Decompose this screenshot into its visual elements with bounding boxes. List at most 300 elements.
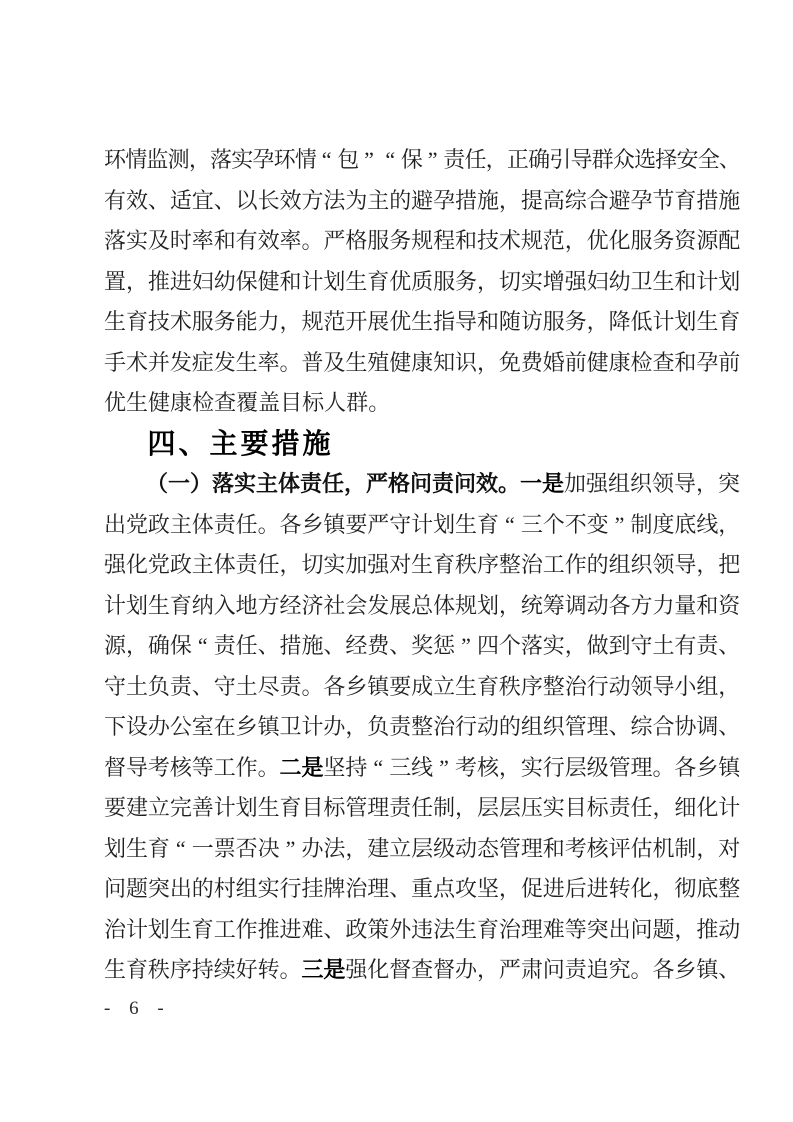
glyph: 理 xyxy=(520,916,543,942)
glyph: 措 xyxy=(455,187,478,213)
glyph: 效 xyxy=(257,228,280,253)
glyph: 确 xyxy=(147,633,170,658)
glyph: ， xyxy=(476,349,499,375)
glyph: 划 xyxy=(718,268,741,294)
glyph: 秩 xyxy=(455,552,478,577)
glyph: 乡 xyxy=(345,673,368,699)
glyph: 责 xyxy=(432,471,455,496)
glyph: 济 xyxy=(301,592,324,618)
glyph: 。 xyxy=(368,390,391,415)
glyph: 理 xyxy=(630,754,653,780)
glyph: 建 xyxy=(367,835,390,861)
glyph: 技 xyxy=(147,309,170,334)
glyph: 施 xyxy=(302,427,331,459)
glyph: 施 xyxy=(301,633,324,658)
glyph: 康 xyxy=(411,349,434,375)
body-line xyxy=(104,950,740,991)
glyph: 序 xyxy=(476,552,499,577)
glyph: 生 xyxy=(455,673,478,699)
glyph: 适 xyxy=(169,187,192,213)
glyph: 守 xyxy=(630,633,653,658)
glyph: 办 xyxy=(147,714,170,739)
glyph: 进 xyxy=(542,876,565,901)
glyph: 责 xyxy=(279,673,302,699)
glyph: 生 xyxy=(455,511,478,537)
glyph: 难 xyxy=(301,916,324,942)
glyph: 对 xyxy=(718,835,741,861)
glyph: 计 xyxy=(301,268,324,294)
glyph: 行 xyxy=(542,754,565,780)
glyph: 任 xyxy=(322,471,345,496)
glyph: 纳 xyxy=(191,592,214,618)
glyph: 效 xyxy=(476,471,499,496)
glyph: 责 xyxy=(169,673,192,699)
glyph: 作 xyxy=(564,552,587,577)
glyph: 实 xyxy=(520,754,543,780)
glyph: 孕 xyxy=(433,187,456,213)
glyph: 计 xyxy=(718,795,741,820)
glyph: 育 xyxy=(476,673,499,699)
glyph: 。 xyxy=(279,349,302,375)
glyph: 动 xyxy=(455,835,478,861)
glyph: 主 xyxy=(169,511,192,537)
glyph: 、 xyxy=(257,633,280,658)
glyph: 织 xyxy=(630,552,653,577)
glyph: 导 xyxy=(674,552,697,577)
body-line xyxy=(104,626,740,667)
glyph: 有 xyxy=(674,633,697,658)
glyph: 级 xyxy=(586,754,609,780)
glyph: “ xyxy=(385,147,396,172)
glyph: 置 xyxy=(104,268,127,294)
glyph: 是 xyxy=(323,957,346,982)
glyph: 降 xyxy=(608,309,631,334)
glyph: 序 xyxy=(169,957,192,982)
glyph: 理 xyxy=(586,714,609,739)
glyph: 突 xyxy=(586,916,609,942)
glyph: 核 xyxy=(586,835,609,861)
glyph: 划 xyxy=(125,592,148,618)
glyph: 、 xyxy=(191,673,214,699)
glyph: 外 xyxy=(389,916,412,942)
glyph: 避 xyxy=(608,187,631,213)
glyph: 理 xyxy=(367,795,390,820)
glyph: 层 xyxy=(498,795,521,820)
glyph: 孕 xyxy=(696,349,719,375)
glyph: 个 xyxy=(542,511,565,537)
glyph: 规 xyxy=(411,228,434,253)
glyph: 和 xyxy=(542,835,565,861)
glyph: 二 xyxy=(279,754,302,780)
glyph: 率 xyxy=(191,228,214,253)
glyph: 群 xyxy=(591,147,614,172)
glyph: 对 xyxy=(389,552,412,577)
glyph: 并 xyxy=(147,349,170,375)
glyph: 三 xyxy=(520,511,543,537)
glyph: 点 xyxy=(433,876,456,901)
glyph: 幼 xyxy=(608,268,631,294)
glyph: 实 xyxy=(125,228,148,253)
glyph: 责 xyxy=(564,957,587,982)
glyph: 经 xyxy=(345,633,368,658)
glyph: 引 xyxy=(549,147,572,172)
glyph: 票 xyxy=(213,835,236,861)
glyph: 费 xyxy=(367,633,390,658)
glyph: 违 xyxy=(411,916,434,942)
glyph: 实 xyxy=(231,147,254,172)
glyph: 等 xyxy=(191,754,214,780)
glyph: 善 xyxy=(191,795,214,820)
subsection-first-line xyxy=(104,464,740,505)
glyph: 立 xyxy=(389,835,412,861)
glyph: 出 xyxy=(104,511,127,537)
glyph: 导 xyxy=(455,309,478,334)
glyph: ， xyxy=(279,309,302,334)
glyph: 费 xyxy=(520,349,543,375)
glyph: 领 xyxy=(652,471,675,496)
glyph: 组 xyxy=(696,673,719,699)
glyph: 孕 xyxy=(630,187,653,213)
glyph: 作 xyxy=(235,754,258,780)
glyph: 牌 xyxy=(323,876,346,901)
glyph: 突 xyxy=(718,471,741,496)
glyph: 务 xyxy=(389,228,412,253)
glyph: 制 xyxy=(433,795,456,820)
glyph: 一 xyxy=(520,471,543,496)
glyph: 卫 xyxy=(630,268,653,294)
glyph: 生 xyxy=(257,795,280,820)
glyph: 划 xyxy=(323,268,346,294)
glyph: 展 xyxy=(389,592,412,618)
glyph: 务 xyxy=(455,268,478,294)
glyph: 、 xyxy=(323,633,346,658)
glyph: 计 xyxy=(104,592,127,618)
glyph: ， xyxy=(344,471,367,496)
glyph: 妇 xyxy=(586,268,609,294)
glyph: 发 xyxy=(213,349,236,375)
glyph: 综 xyxy=(630,714,653,739)
glyph: 育 xyxy=(147,835,170,861)
body-line xyxy=(104,302,740,343)
glyph: 随 xyxy=(498,309,521,334)
glyph: 责 xyxy=(608,795,631,820)
glyph: 标 xyxy=(323,795,346,820)
glyph: 健 xyxy=(586,349,609,375)
page-number: - 6 - xyxy=(104,998,171,1019)
glyph: 实 xyxy=(542,795,565,820)
glyph: 策 xyxy=(367,916,390,942)
glyph: 育 xyxy=(125,957,148,982)
glyph: 成 xyxy=(411,673,434,699)
glyph: 生 xyxy=(411,552,434,577)
glyph: 乡 xyxy=(235,714,258,739)
glyph: 实 xyxy=(520,268,543,294)
glyph: 生 xyxy=(345,268,368,294)
glyph: 访 xyxy=(520,309,543,334)
glyph: “ xyxy=(175,835,186,861)
glyph: 严 xyxy=(498,957,521,982)
glyph: 土 xyxy=(125,673,148,699)
glyph: 不 xyxy=(564,511,587,537)
glyph: 前 xyxy=(564,349,587,375)
glyph: 要 xyxy=(104,795,127,820)
glyph: 。 xyxy=(630,957,653,982)
body-line xyxy=(104,667,740,708)
glyph: 发 xyxy=(169,349,192,375)
glyph: 目 xyxy=(280,390,303,415)
body-line xyxy=(104,707,740,748)
body-line xyxy=(104,829,740,870)
glyph: 划 xyxy=(674,309,697,334)
glyph: ， xyxy=(674,916,697,942)
glyph: 公 xyxy=(169,714,192,739)
glyph: 体 xyxy=(278,471,301,496)
document-body xyxy=(104,140,740,991)
glyph: 惩 xyxy=(433,633,456,658)
glyph: 生 xyxy=(104,957,127,982)
glyph: 责 xyxy=(696,633,719,658)
glyph: 行 xyxy=(586,673,609,699)
glyph: 施 xyxy=(718,187,741,213)
glyph: 安 xyxy=(676,147,699,172)
glyph: 加 xyxy=(564,471,587,496)
glyph: 措 xyxy=(271,427,300,459)
glyph: ， xyxy=(455,795,478,820)
glyph: 态 xyxy=(476,835,499,861)
glyph: 下 xyxy=(104,714,127,739)
glyph: 生 xyxy=(104,309,127,334)
glyph: 是 xyxy=(301,754,324,780)
glyph: 立 xyxy=(433,673,456,699)
glyph: 法 xyxy=(433,916,456,942)
glyph: 各 xyxy=(652,957,675,982)
glyph: 有 xyxy=(104,187,127,213)
glyph: 查 xyxy=(411,957,434,982)
glyph: 婚 xyxy=(542,349,565,375)
glyph: 导 xyxy=(652,673,675,699)
glyph: 宜 xyxy=(191,187,214,213)
glyph: ， xyxy=(498,876,521,901)
glyph: 计 xyxy=(696,268,719,294)
glyph: 育 xyxy=(191,916,214,942)
glyph: 领 xyxy=(652,552,675,577)
glyph: 土 xyxy=(652,633,675,658)
glyph: 生 xyxy=(147,592,170,618)
glyph: 行 xyxy=(279,876,302,901)
glyph: 、 xyxy=(213,187,236,213)
glyph: 会 xyxy=(345,592,368,618)
glyph: 实 xyxy=(323,552,346,577)
glyph: ， xyxy=(345,714,368,739)
glyph: 转 xyxy=(608,876,631,901)
glyph: 。 xyxy=(279,957,302,982)
body-line xyxy=(104,869,740,910)
glyph: 整 xyxy=(411,714,434,739)
glyph: 强 xyxy=(367,552,390,577)
body-line xyxy=(104,221,740,262)
glyph: 及 xyxy=(147,228,170,253)
glyph: 考 xyxy=(564,835,587,861)
glyph: 导 xyxy=(674,471,697,496)
glyph: 督 xyxy=(389,957,412,982)
glyph: 土 xyxy=(235,673,258,699)
glyph: 层 xyxy=(476,795,499,820)
glyph: 主 xyxy=(191,552,214,577)
glyph: 理 xyxy=(520,835,543,861)
glyph: 管 xyxy=(608,754,631,780)
glyph: 责 xyxy=(213,633,236,658)
glyph: 严 xyxy=(323,228,346,253)
glyph: 负 xyxy=(147,673,170,699)
glyph: 组 xyxy=(608,471,631,496)
glyph: 及 xyxy=(323,349,346,375)
glyph: 育 xyxy=(279,795,302,820)
glyph: 细 xyxy=(674,795,697,820)
glyph: 办 xyxy=(301,835,324,861)
glyph: ， xyxy=(718,511,741,537)
glyph: 问 xyxy=(410,471,433,496)
glyph: 三 xyxy=(301,957,324,982)
glyph: 进 xyxy=(169,268,192,294)
glyph: 机 xyxy=(652,835,675,861)
glyph: 的 xyxy=(586,552,609,577)
glyph: 强 xyxy=(104,552,127,577)
glyph: 镇 xyxy=(367,673,390,699)
glyph: 入 xyxy=(213,592,236,618)
glyph: 责 xyxy=(213,511,236,537)
glyph: 康 xyxy=(608,349,631,375)
glyph: 织 xyxy=(542,714,565,739)
glyph: 术 xyxy=(125,349,148,375)
glyph: 计 xyxy=(652,309,675,334)
glyph: 落 xyxy=(212,471,235,496)
glyph: 体 xyxy=(433,592,456,618)
glyph: 手 xyxy=(104,349,127,375)
glyph: 领 xyxy=(630,673,653,699)
glyph: 续 xyxy=(213,957,236,982)
glyph: 层 xyxy=(411,835,434,861)
body-line xyxy=(104,383,740,424)
glyph: 一 xyxy=(168,471,191,496)
glyph: 线 xyxy=(696,511,719,537)
glyph: 计 xyxy=(125,916,148,942)
glyph: ， xyxy=(345,835,368,861)
body-line xyxy=(104,343,740,384)
glyph: 盖 xyxy=(258,390,281,415)
glyph: 到 xyxy=(608,633,631,658)
glyph: 增 xyxy=(542,268,565,294)
glyph: 和 xyxy=(279,268,302,294)
glyph: 追 xyxy=(586,957,609,982)
glyph: 节 xyxy=(652,187,675,213)
glyph: 能 xyxy=(235,309,258,334)
glyph: 环 xyxy=(104,147,127,172)
glyph: 治 xyxy=(498,916,521,942)
glyph: 党 xyxy=(147,552,170,577)
glyph: 、 xyxy=(147,187,170,213)
glyph: 变 xyxy=(586,511,609,537)
glyph: 育 xyxy=(476,511,499,537)
glyph: 挂 xyxy=(301,876,324,901)
glyph: 育 xyxy=(718,309,741,334)
glyph: 检 xyxy=(630,349,653,375)
glyph: 守 xyxy=(213,673,236,699)
glyph: 动 xyxy=(608,673,631,699)
glyph: 计 xyxy=(411,511,434,537)
glyph: 工 xyxy=(213,754,236,780)
glyph: 症 xyxy=(191,349,214,375)
glyph: 室 xyxy=(191,714,214,739)
glyph: 三 xyxy=(389,754,412,780)
glyph: 知 xyxy=(433,349,456,375)
glyph: 划 xyxy=(235,795,258,820)
glyph: 把 xyxy=(718,552,741,577)
glyph: 办 xyxy=(323,714,346,739)
glyph: 工 xyxy=(542,552,565,577)
glyph: 术 xyxy=(498,228,521,253)
glyph: 目 xyxy=(301,795,324,820)
glyph: 各 xyxy=(323,673,346,699)
glyph: 加 xyxy=(345,552,368,577)
glyph: 计 xyxy=(301,714,324,739)
glyph: 究 xyxy=(608,957,631,982)
glyph: 切 xyxy=(498,268,521,294)
glyph: ， xyxy=(586,309,609,334)
glyph: 务 xyxy=(213,309,236,334)
glyph: 层 xyxy=(564,754,587,780)
glyph: 要 xyxy=(240,427,269,459)
glyph: 秩 xyxy=(147,957,170,982)
glyph: 责 xyxy=(389,795,412,820)
glyph: 任 xyxy=(235,511,258,537)
glyph: 任 xyxy=(630,795,653,820)
glyph: 地 xyxy=(235,592,258,618)
glyph: 措 xyxy=(696,187,719,213)
glyph: 服 xyxy=(542,309,565,334)
glyph: 、 xyxy=(718,633,741,658)
glyph: 推 xyxy=(696,916,719,942)
glyph: 严 xyxy=(367,511,390,537)
glyph: 择 xyxy=(655,147,678,172)
glyph: 源 xyxy=(104,633,127,658)
glyph: 秩 xyxy=(498,673,521,699)
glyph: 个 xyxy=(498,633,521,658)
glyph: 。 xyxy=(257,754,280,780)
glyph: ） xyxy=(190,471,213,496)
glyph: 、 xyxy=(178,427,207,459)
glyph: 正 xyxy=(506,147,529,172)
glyph: 效 xyxy=(279,187,302,213)
glyph: 动 xyxy=(586,592,609,618)
glyph: 落 xyxy=(104,228,127,253)
glyph: （ xyxy=(146,471,169,496)
glyph: 评 xyxy=(608,835,631,861)
glyph: 保 xyxy=(169,633,192,658)
glyph: 识 xyxy=(455,349,478,375)
glyph: 群 xyxy=(346,390,369,415)
glyph: 出 xyxy=(608,916,631,942)
glyph: 统 xyxy=(520,592,543,618)
glyph: 、 xyxy=(389,876,412,901)
glyph: 查 xyxy=(652,349,675,375)
glyph: 人 xyxy=(324,390,347,415)
glyph: 。 xyxy=(498,471,521,496)
glyph: ， xyxy=(652,876,675,901)
glyph: ， xyxy=(125,268,148,294)
glyph: ， xyxy=(696,835,719,861)
glyph: ， xyxy=(476,957,499,982)
glyph: 肃 xyxy=(520,957,543,982)
